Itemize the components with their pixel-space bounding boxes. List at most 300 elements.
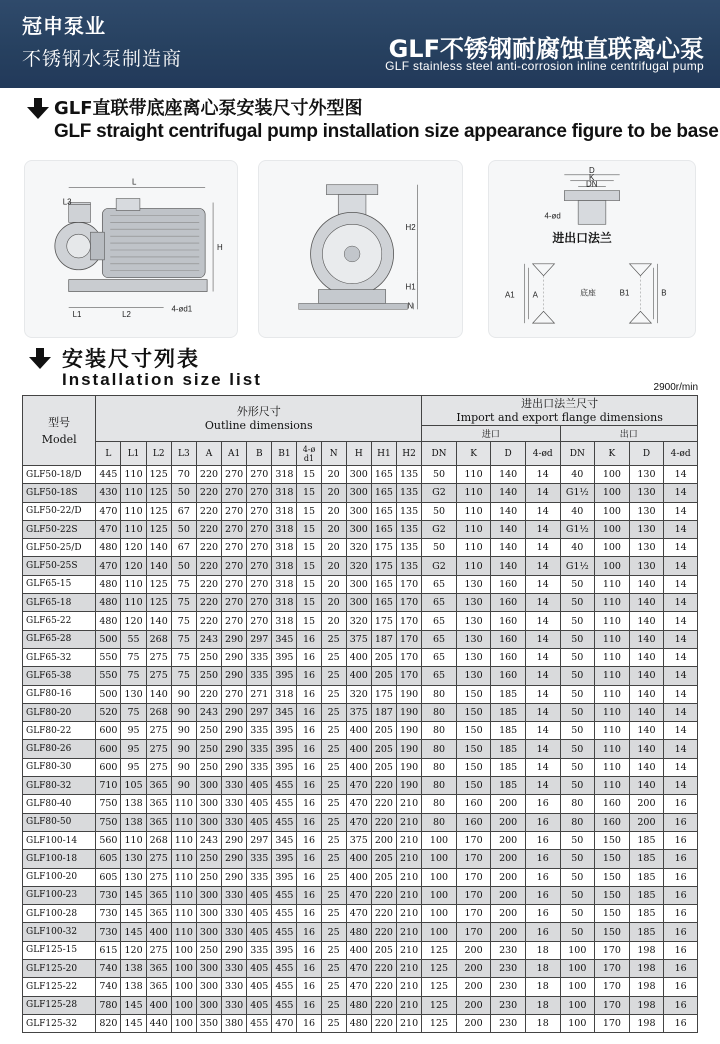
table-cell: 100	[560, 996, 595, 1014]
table-cell: 550	[96, 667, 121, 685]
table-cell: 290	[222, 648, 247, 666]
table-cell: 20	[321, 520, 346, 538]
table-cell: 160	[595, 795, 630, 813]
table-cell: 250	[196, 941, 221, 959]
table-cell: 16	[297, 722, 321, 740]
table-cell: 125	[146, 466, 171, 484]
table-cell: 50	[560, 740, 595, 758]
table-cell: 550	[96, 648, 121, 666]
table-cell: 25	[321, 630, 346, 648]
table-cell: 335	[247, 758, 272, 776]
table-cell: 15	[297, 484, 321, 502]
table-cell: 145	[121, 1014, 146, 1032]
table-cell: 145	[121, 886, 146, 904]
table-cell: 14	[664, 594, 698, 612]
table-cell: 198	[629, 996, 664, 1014]
table-row	[23, 484, 698, 502]
table-cell: 138	[121, 795, 146, 813]
label-a: A	[532, 290, 538, 300]
table-cell: 90	[171, 703, 196, 721]
table-cell: 110	[456, 466, 491, 484]
table-cell: 170	[595, 1014, 630, 1032]
model-cell: GLF80-22	[23, 722, 96, 740]
table-cell: 14	[664, 612, 698, 630]
table-row	[23, 960, 698, 978]
table-cell: 50	[560, 905, 595, 923]
table-cell: 230	[491, 996, 526, 1014]
table-cell: 16	[297, 648, 321, 666]
table-cell: 100	[595, 466, 630, 484]
model-cell: GLF80-40	[23, 795, 96, 813]
table-cell: 130	[629, 502, 664, 520]
table-cell: 25	[321, 703, 346, 721]
table-cell: 150	[595, 886, 630, 904]
table-cell: 300	[196, 777, 221, 795]
table-cell: 395	[272, 758, 297, 776]
table-cell: 320	[346, 539, 371, 557]
table-cell: 14	[525, 667, 560, 685]
table-cell: 16	[297, 905, 321, 923]
table-row	[23, 667, 698, 685]
table-cell: 335	[247, 648, 272, 666]
table-cell: 175	[371, 612, 396, 630]
model-cell: GLF80-32	[23, 777, 96, 795]
table-cell: G2	[422, 557, 457, 575]
table-cell: 205	[371, 667, 396, 685]
table-cell: 25	[321, 777, 346, 795]
table-cell: 16	[297, 740, 321, 758]
table-cell: 290	[222, 740, 247, 758]
table-cell: 220	[196, 612, 221, 630]
table-cell: 16	[664, 996, 698, 1014]
table-cell: 140	[146, 539, 171, 557]
table-cell: 15	[297, 557, 321, 575]
section-title-cn: GLF直联带底座离心泵安装尺寸外型图	[54, 98, 363, 119]
table-cell: 165	[371, 466, 396, 484]
table-cell: 25	[321, 740, 346, 758]
model-cell: GLF100-32	[23, 923, 96, 941]
table-cell: 250	[196, 850, 221, 868]
table-cell: 330	[222, 795, 247, 813]
table-row	[23, 850, 698, 868]
pump-front-drawing	[259, 161, 462, 337]
table-cell: 455	[272, 978, 297, 996]
table-cell: 170	[396, 667, 421, 685]
table-cell: 400	[346, 850, 371, 868]
table-cell: 300	[196, 996, 221, 1014]
table-cell: 50	[560, 703, 595, 721]
table-cell: 110	[121, 466, 146, 484]
table-cell: 185	[629, 923, 664, 941]
table-cell: 75	[171, 575, 196, 593]
table-cell: 50	[560, 923, 595, 941]
table-cell: 190	[396, 777, 421, 795]
table-cell: 200	[491, 813, 526, 831]
table-cell: 270	[222, 557, 247, 575]
table-cell: 220	[371, 777, 396, 795]
table-cell: 318	[272, 594, 297, 612]
table-cell: 140	[491, 484, 526, 502]
table-cell: G1½	[560, 484, 595, 502]
table-cell: 80	[422, 740, 457, 758]
table-cell: 25	[321, 648, 346, 666]
table-cell: 135	[396, 557, 421, 575]
table-row	[23, 648, 698, 666]
table-title-cn: 安装尺寸列表	[62, 347, 200, 371]
table-cell: 300	[196, 978, 221, 996]
table-cell: 110	[595, 740, 630, 758]
label-h1: H1	[405, 282, 416, 292]
table-cell: 470	[346, 886, 371, 904]
table-cell: 75	[171, 612, 196, 630]
table-cell: 16	[297, 685, 321, 703]
table-cell: 50	[560, 722, 595, 740]
table-cell: 187	[371, 630, 396, 648]
table-cell: 380	[222, 1014, 247, 1032]
table-cell: 275	[146, 758, 171, 776]
table-cell: 210	[396, 978, 421, 996]
table-cell: 165	[371, 594, 396, 612]
table-cell: 600	[96, 758, 121, 776]
table-cell: 135	[396, 484, 421, 502]
header-outline-cn: 外形尺寸	[236, 404, 281, 418]
table-cell: 80	[422, 795, 457, 813]
table-row	[23, 612, 698, 630]
table-cell: 130	[629, 466, 664, 484]
table-cell: 210	[396, 868, 421, 886]
table-cell: 290	[222, 850, 247, 868]
table-cell: 16	[297, 923, 321, 941]
table-cell: 297	[247, 630, 272, 648]
table-cell: 15	[297, 466, 321, 484]
table-cell: 20	[321, 575, 346, 593]
table-cell: 150	[595, 905, 630, 923]
table-cell: 16	[664, 850, 698, 868]
table-cell: 16	[297, 960, 321, 978]
table-cell: 297	[247, 703, 272, 721]
table-cell: 20	[321, 612, 346, 630]
table-cell: 100	[171, 960, 196, 978]
table-cell: 14	[525, 612, 560, 630]
table-cell: 405	[247, 960, 272, 978]
header-flange	[422, 396, 698, 426]
table-cell: 185	[629, 905, 664, 923]
model-cell: GLF65-15	[23, 575, 96, 593]
table-cell: 110	[171, 886, 196, 904]
column-header: K	[595, 442, 630, 466]
table-cell: 318	[272, 484, 297, 502]
table-cell: 125	[146, 484, 171, 502]
table-cell: 125	[422, 978, 457, 996]
table-cell: 150	[456, 685, 491, 703]
table-cell: 205	[371, 740, 396, 758]
table-cell: 25	[321, 722, 346, 740]
label-b: B	[661, 288, 667, 298]
table-cell: 290	[222, 667, 247, 685]
table-cell: 250	[196, 740, 221, 758]
table-cell: 16	[297, 1014, 321, 1032]
table-cell: 14	[525, 539, 560, 557]
table-cell: 318	[272, 520, 297, 538]
table-cell: 50	[560, 685, 595, 703]
table-cell: 220	[196, 484, 221, 502]
label-k: K	[589, 172, 595, 182]
table-cell: 270	[222, 502, 247, 520]
table-cell: 20	[321, 502, 346, 520]
table-cell: 470	[346, 960, 371, 978]
table-cell: 170	[396, 575, 421, 593]
table-cell: 140	[629, 703, 664, 721]
table-cell: 16	[297, 868, 321, 886]
table-cell: 135	[396, 520, 421, 538]
table-cell: 125	[422, 960, 457, 978]
table-cell: 330	[222, 886, 247, 904]
table-cell: 165	[371, 502, 396, 520]
table-cell: 200	[629, 813, 664, 831]
table-cell: 365	[146, 795, 171, 813]
column-header: L3	[171, 442, 196, 466]
table-cell: 318	[272, 502, 297, 520]
table-cell: 275	[146, 850, 171, 868]
table-cell: 400	[346, 740, 371, 758]
table-cell: 480	[96, 575, 121, 593]
table-cell: 405	[247, 923, 272, 941]
table-cell: 330	[222, 960, 247, 978]
table-cell: 190	[396, 685, 421, 703]
table-row	[23, 740, 698, 758]
table-cell: 100	[171, 941, 196, 959]
table-cell: 318	[272, 539, 297, 557]
table-row	[23, 539, 698, 557]
table-cell: 275	[146, 722, 171, 740]
table-cell: 405	[247, 886, 272, 904]
model-cell: GLF125-22	[23, 978, 96, 996]
table-cell: 200	[491, 905, 526, 923]
table-cell: 160	[491, 612, 526, 630]
table-cell: 270	[222, 466, 247, 484]
table-cell: 16	[525, 850, 560, 868]
table-cell: 730	[96, 905, 121, 923]
model-cell: GLF100-28	[23, 905, 96, 923]
column-header: DN	[422, 442, 457, 466]
label-dn: DN	[586, 179, 598, 189]
header-model-cn: 型号	[48, 415, 71, 429]
table-cell: 105	[121, 777, 146, 795]
table-cell: 185	[629, 868, 664, 886]
table-cell: 165	[371, 575, 396, 593]
table-cell: 185	[629, 831, 664, 849]
table-cell: 18	[525, 941, 560, 959]
table-cell: 185	[629, 850, 664, 868]
table-cell: 50	[171, 484, 196, 502]
table-cell: 140	[629, 594, 664, 612]
table-cell: 14	[664, 758, 698, 776]
table-cell: 455	[272, 886, 297, 904]
header-flange-en: Import and export flange dimensions	[456, 410, 663, 424]
table-cell: 25	[321, 941, 346, 959]
table-cell: 100	[422, 868, 457, 886]
model-cell: GLF100-18	[23, 850, 96, 868]
table-cell: 14	[525, 703, 560, 721]
table-cell: 100	[560, 941, 595, 959]
table-cell: 50	[560, 886, 595, 904]
table-cell: 200	[456, 1014, 491, 1032]
table-row	[23, 996, 698, 1014]
table-cell: 110	[595, 630, 630, 648]
table-cell: 100	[560, 1014, 595, 1032]
table-cell: 270	[247, 539, 272, 557]
table-cell: 210	[396, 831, 421, 849]
table-cell: 65	[422, 612, 457, 630]
table-cell: 470	[272, 1014, 297, 1032]
table-cell: 345	[272, 831, 297, 849]
table-cell: 345	[272, 630, 297, 648]
installation-size-table	[22, 395, 698, 1033]
table-cell: 200	[491, 886, 526, 904]
table-cell: 130	[456, 612, 491, 630]
table-cell: 110	[121, 502, 146, 520]
table-cell: 90	[171, 722, 196, 740]
table-cell: 14	[525, 484, 560, 502]
table-cell: 14	[525, 777, 560, 795]
table-cell: 90	[171, 777, 196, 795]
table-cell: 145	[121, 905, 146, 923]
table-cell: 210	[396, 941, 421, 959]
table-cell: 140	[629, 667, 664, 685]
table-cell: 14	[525, 594, 560, 612]
table-cell: 395	[272, 850, 297, 868]
table-cell: 300	[346, 484, 371, 502]
column-header: L1	[121, 442, 146, 466]
table-cell: 190	[396, 758, 421, 776]
table-row	[23, 813, 698, 831]
table-cell: 130	[629, 557, 664, 575]
table-cell: 120	[121, 941, 146, 959]
table-cell: 185	[629, 886, 664, 904]
table-cell: 270	[222, 612, 247, 630]
table-cell: 300	[346, 466, 371, 484]
table-cell: 300	[346, 502, 371, 520]
table-cell: 480	[346, 923, 371, 941]
table-cell: 16	[297, 777, 321, 795]
table-cell: 405	[247, 978, 272, 996]
table-cell: G1½	[560, 520, 595, 538]
model-cell: GLF80-50	[23, 813, 96, 831]
table-cell: 243	[196, 630, 221, 648]
column-header: B1	[272, 442, 297, 466]
table-cell: 480	[346, 1014, 371, 1032]
table-cell: 25	[321, 1014, 346, 1032]
table-cell: 820	[96, 1014, 121, 1032]
down-arrow-icon	[26, 98, 50, 120]
column-header: A	[196, 442, 221, 466]
table-cell: 275	[146, 868, 171, 886]
table-cell: 14	[664, 502, 698, 520]
table-cell: 268	[146, 630, 171, 648]
table-cell: 16	[525, 923, 560, 941]
table-cell: 15	[297, 594, 321, 612]
table-cell: 445	[96, 466, 121, 484]
table-cell: 170	[396, 648, 421, 666]
table-cell: 365	[146, 960, 171, 978]
table-cell: 320	[346, 557, 371, 575]
table-cell: 205	[371, 941, 396, 959]
table-cell: 365	[146, 777, 171, 795]
table-cell: 318	[272, 685, 297, 703]
table-cell: 290	[222, 758, 247, 776]
table-cell: 95	[121, 758, 146, 776]
table-cell: 250	[196, 667, 221, 685]
table-cell: 110	[121, 594, 146, 612]
table-cell: 130	[629, 520, 664, 538]
table-row	[23, 886, 698, 904]
column-header: 4-ød	[664, 442, 698, 466]
table-cell: 14	[664, 703, 698, 721]
model-cell: GLF65-18	[23, 594, 96, 612]
model-cell: GLF80-30	[23, 758, 96, 776]
table-cell: 20	[321, 557, 346, 575]
label-n: N	[407, 301, 414, 311]
table-cell: 210	[396, 996, 421, 1014]
table-cell: 110	[171, 813, 196, 831]
table-cell: 50	[560, 758, 595, 776]
table-cell: 100	[422, 905, 457, 923]
table-cell: 300	[196, 923, 221, 941]
table-row	[23, 594, 698, 612]
table-cell: 50	[171, 520, 196, 538]
table-cell: 170	[456, 850, 491, 868]
table-cell: 100	[595, 557, 630, 575]
table-cell: 16	[664, 905, 698, 923]
table-cell: 140	[491, 466, 526, 484]
table-cell: 16	[664, 923, 698, 941]
table-cell: 297	[247, 831, 272, 849]
table-cell: 135	[396, 539, 421, 557]
table-cell: 16	[525, 813, 560, 831]
table-cell: 500	[96, 685, 121, 703]
table-cell: 15	[297, 520, 321, 538]
table-cell: 40	[560, 502, 595, 520]
figure-side-view	[24, 160, 238, 338]
table-cell: 130	[456, 575, 491, 593]
table-cell: 210	[396, 795, 421, 813]
table-cell: 50	[560, 868, 595, 886]
label-d: D	[589, 165, 595, 175]
table-cell: 150	[595, 831, 630, 849]
table-cell: 740	[96, 978, 121, 996]
model-cell: GLF80-16	[23, 685, 96, 703]
table-row	[23, 722, 698, 740]
table-cell: 220	[196, 594, 221, 612]
table-cell: 365	[146, 886, 171, 904]
table-cell: 75	[121, 703, 146, 721]
table-cell: 14	[664, 539, 698, 557]
table-cell: 200	[491, 831, 526, 849]
table-cell: 110	[171, 850, 196, 868]
table-cell: 135	[396, 466, 421, 484]
table-cell: 80	[560, 795, 595, 813]
table-cell: 160	[491, 630, 526, 648]
table-cell: 14	[525, 575, 560, 593]
table-cell: 470	[96, 520, 121, 538]
table-cell: 275	[146, 941, 171, 959]
column-header: 4-ø d1	[297, 442, 321, 466]
table-cell: 50	[560, 667, 595, 685]
table-cell: 40	[560, 539, 595, 557]
table-cell: 65	[422, 575, 457, 593]
table-cell: 220	[371, 978, 396, 996]
table-cell: 205	[371, 850, 396, 868]
